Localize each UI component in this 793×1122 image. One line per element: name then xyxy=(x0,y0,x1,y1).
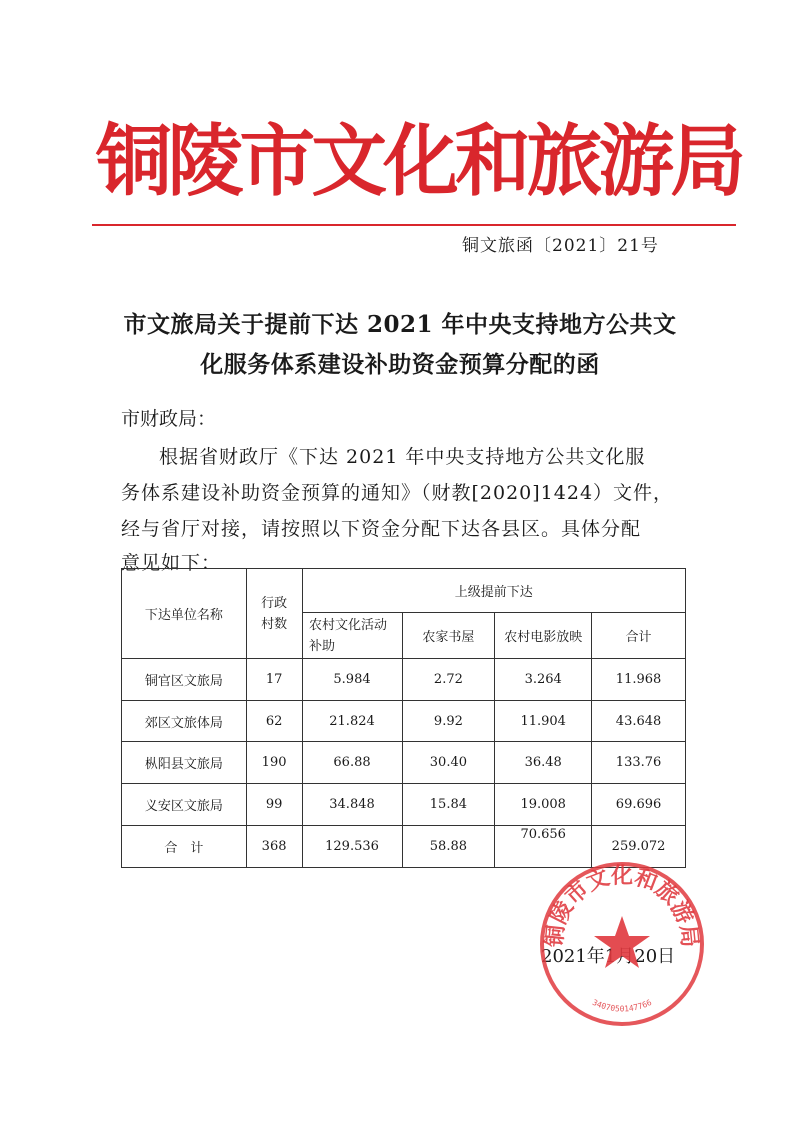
cell-film: 3.264 xyxy=(495,659,592,701)
document-title-line-1: 市文旅局关于提前下达 2021 年中央支持地方公共文 xyxy=(123,311,677,338)
table-row xyxy=(122,742,686,784)
addressee: 市财政局： xyxy=(121,408,217,430)
cell-villages: 190 xyxy=(246,742,302,784)
cell-bookhouse: 9.92 xyxy=(402,701,495,742)
cell-activity: 34.848 xyxy=(302,784,402,826)
issue-date: 2021年1月20日 xyxy=(541,946,676,967)
cell-villages: 62 xyxy=(246,701,302,742)
body-paragraph-line-3: 经与省厅对接，请按照以下资金分配下达各县区。具体分配 xyxy=(121,518,642,540)
cell-total: 69.696 xyxy=(592,784,686,826)
body-paragraph-line-4: 意见如下： xyxy=(121,552,222,574)
header-farm-bookhouse: 农家书屋 xyxy=(402,613,495,659)
cell-total: 133.76 xyxy=(592,742,686,784)
letterhead-title: 铜陵市文化和旅游局 xyxy=(96,116,743,207)
cell-film: 11.904 xyxy=(495,701,592,742)
cell-villages: 99 xyxy=(246,784,302,826)
seal-code-textpath: 3407050147766 xyxy=(590,997,654,1014)
cell-sum-label: 合 计 xyxy=(122,826,247,868)
table-row xyxy=(122,659,686,701)
letterhead-red-rule xyxy=(92,224,736,226)
cell-activity: 21.824 xyxy=(302,701,402,742)
cell-bookhouse: 15.84 xyxy=(402,784,495,826)
header-advance-allocation: 上级提前下达 xyxy=(302,569,685,613)
cell-total: 11.968 xyxy=(592,659,686,701)
cell-activity: 5.984 xyxy=(302,659,402,701)
header-rural-activity-subsidy-text: 农村文化活动补助 xyxy=(309,617,388,654)
seal-star-icon xyxy=(594,916,650,968)
header-rural-film: 农村电影放映 xyxy=(495,613,592,659)
cell-sum-total: 259.072 xyxy=(592,826,686,868)
table-header-row xyxy=(122,569,686,613)
seal-org-textpath: 铜陵市文化和旅游局 xyxy=(541,862,703,949)
cell-activity: 66.88 xyxy=(302,742,402,784)
cell-film: 19.008 xyxy=(495,784,592,826)
cell-unit: 义安区文旅局 xyxy=(122,784,247,826)
cell-unit: 铜官区文旅局 xyxy=(122,659,247,701)
cell-bookhouse: 30.40 xyxy=(402,742,495,784)
header-village-count-text: 行政村数 xyxy=(261,595,288,632)
seal-code-text xyxy=(591,998,653,1014)
header-rural-activity-subsidy xyxy=(302,613,402,659)
document-number: 铜文旅函〔2021〕21号 xyxy=(462,236,659,256)
cell-sum-activity: 129.536 xyxy=(302,826,402,868)
cell-sum-bookhouse: 58.88 xyxy=(402,826,495,868)
header-unit-name: 下达单位名称 xyxy=(122,569,247,659)
table-row xyxy=(122,701,686,742)
cell-total: 43.648 xyxy=(592,701,686,742)
cell-film: 36.48 xyxy=(495,742,592,784)
header-village-count xyxy=(246,569,302,659)
body-paragraph-line-2: 务体系建设补助资金预算的通知》（财教[2020]1424）文件， xyxy=(121,482,674,504)
document-title-line-2: 化服务体系建设补助资金预算分配的函 xyxy=(200,351,600,378)
cell-bookhouse: 2.72 xyxy=(402,659,495,701)
cell-unit: 枞阳县文旅局 xyxy=(122,742,247,784)
allocation-table xyxy=(121,568,686,868)
cell-sum-villages: 368 xyxy=(246,826,302,868)
body-paragraph-line-1: 根据省财政厅《下达 2021 年中央支持地方公共文化服 xyxy=(159,446,646,468)
table-row xyxy=(122,784,686,826)
official-seal xyxy=(536,858,708,1030)
header-total: 合计 xyxy=(592,613,686,659)
cell-villages: 17 xyxy=(246,659,302,701)
cell-sum-film-text: 70.656 xyxy=(520,827,566,842)
cell-unit: 郊区文旅体局 xyxy=(122,701,247,742)
